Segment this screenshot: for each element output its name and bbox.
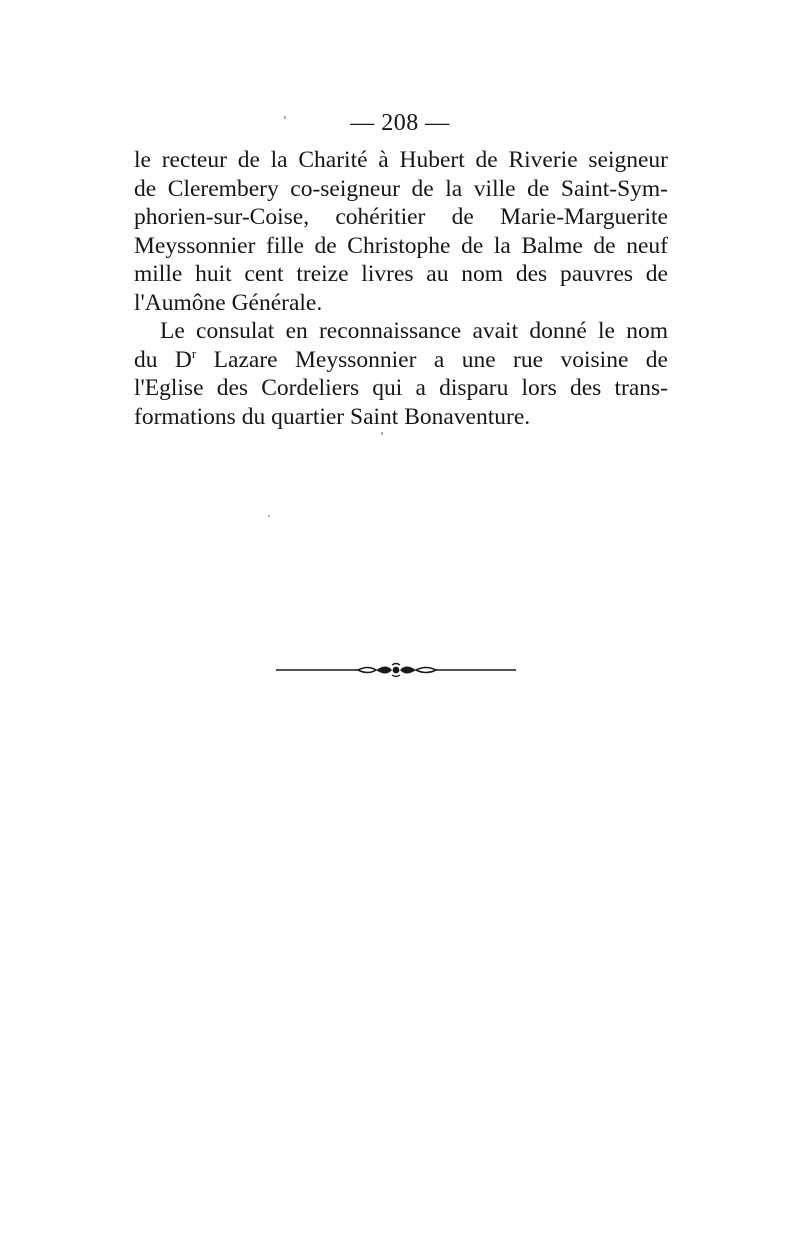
text-line: Meyssonnier fille de Christophe de la Balme de neuf [134,232,668,259]
paper-speck [284,116,286,119]
paper-speck [381,432,383,435]
paragraph-end-line: formations du quartier Saint Bonaventure. [134,403,531,430]
text-line: phorien-sur-Coise, cohéritier de Marie-Marguerite [134,204,668,230]
text-line: l'Eglise des Cordeliers qui a disparu lors des trans- [134,375,668,401]
paragraph-start-line: Le consulat en reconnaissance avait donné le nom [160,318,668,344]
tailpiece-divider-icon [276,658,516,682]
body-text [134,146,668,431]
page-number: — 208 — [350,110,450,136]
paper-speck [268,515,270,517]
paragraph-end-line: l'Aumône Générale. [134,289,323,316]
text-line: de Clerembery co-seigneur de la ville de Saint-Sym- [134,175,668,202]
text-line: mille huit cent treize livres au nom des pauvres de [134,261,668,287]
text-segment: Lazare Meyssonnier a une rue voisine de [196,346,668,373]
text-line: le recteur de la Charité à Hubert de Riverie seigneur [134,147,668,173]
text-segment: du D [134,346,192,373]
superscript: r [191,345,197,361]
text-line-with-superscript [134,346,668,375]
